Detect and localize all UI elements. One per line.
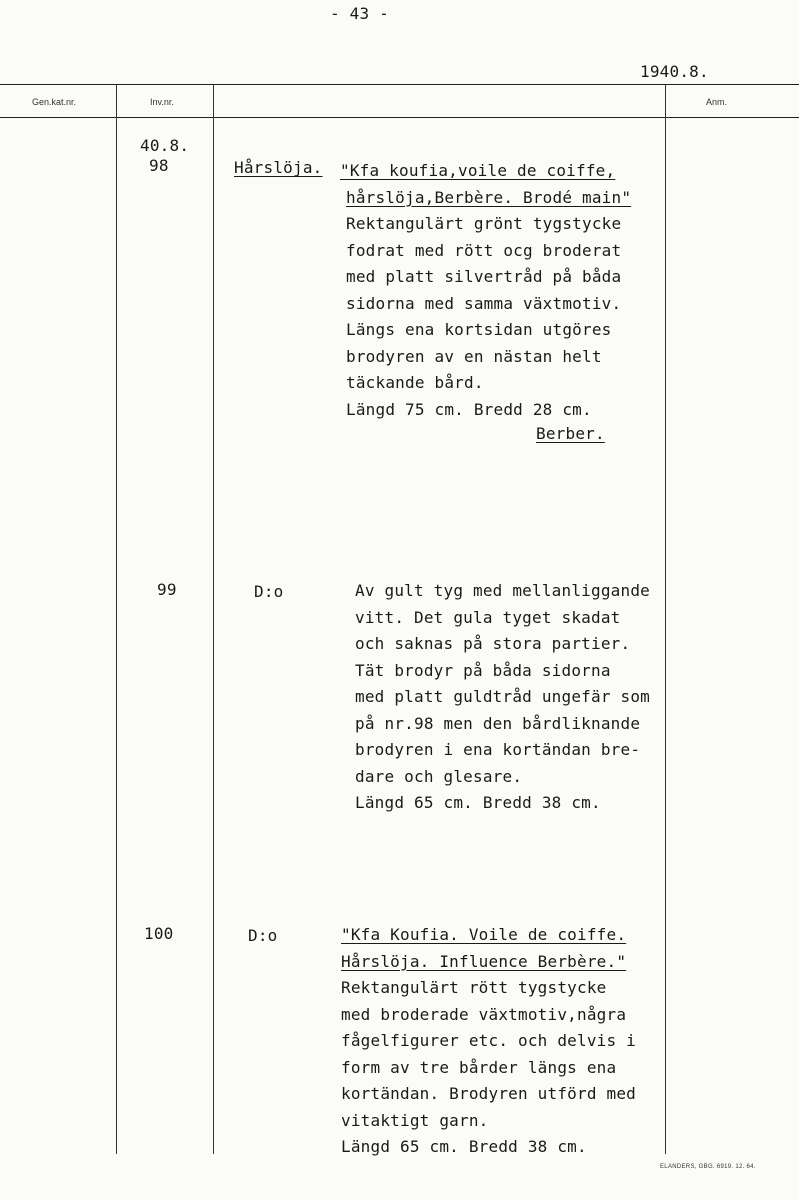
- description-line: kortändan. Brodyren utförd med: [341, 1084, 636, 1103]
- description-line: brodyren av en nästan helt: [346, 346, 602, 366]
- header-bottom-rule: [0, 117, 799, 118]
- description-line: med platt silvertråd på båda: [346, 267, 622, 286]
- column-divider-2: [213, 84, 214, 1154]
- inv-nr: 98: [149, 156, 169, 175]
- entry-title: [340, 158, 631, 211]
- entry-description: [341, 975, 636, 1161]
- col-header-anm: Anm.: [706, 97, 728, 107]
- column-divider-1: [116, 84, 117, 1154]
- col-header-gen-kat-nr: Gen.kat.nr.: [32, 97, 77, 107]
- inv-nr: 99: [157, 580, 177, 599]
- year-label: 1940.8.: [640, 62, 709, 81]
- description-line: dare och glesare.: [355, 766, 523, 786]
- description-line: Rektangulärt rött tygstycke: [341, 978, 607, 997]
- description-line: Längd 75 cm. Bredd 28 cm.: [346, 399, 592, 419]
- col-header-inv-nr: Inv.nr.: [150, 97, 174, 107]
- description-line: på nr.98 men den bårdliknande: [355, 713, 641, 733]
- attribution: Berber.: [536, 424, 605, 443]
- title-line: "Kfa koufia,voile de coiffe,: [340, 161, 616, 180]
- top-rule: [0, 84, 799, 85]
- description-line: fodrat med rött ocg broderat: [346, 240, 622, 260]
- description-line: med platt guldtråd ungefär som: [355, 687, 650, 706]
- entry-description: [355, 578, 650, 817]
- printer-mark: ELANDERS, GBG. 6919. 12. 64.: [660, 1164, 756, 1170]
- object-name: D:o: [254, 582, 284, 601]
- description-line: Tät brodyr på båda sidorna: [355, 660, 611, 680]
- description-line: Längd 65 cm. Bredd 38 cm.: [341, 1137, 587, 1156]
- description-line: och saknas på stora partier.: [355, 634, 631, 653]
- description-line: vitt. Det gula tyget skadat: [355, 607, 621, 627]
- description-line: Rektangulärt grönt tygstycke: [346, 214, 622, 233]
- description-line: brodyren i ena kortändan bre-: [355, 740, 641, 759]
- entry-description: [346, 211, 621, 423]
- description-line: fågelfigurer etc. och delvis i: [341, 1031, 636, 1050]
- description-line: form av tre bårder längs ena: [341, 1057, 617, 1077]
- description-line: Av gult tyg med mellanliggande: [355, 581, 650, 600]
- page-number: - 43 -: [330, 4, 389, 23]
- inv-nr-prefix: 40.8.: [140, 136, 190, 155]
- object-name: D:o: [248, 926, 278, 945]
- column-divider-3: [665, 84, 666, 1154]
- title-line: "Kfa Koufia. Voile de coiffe.: [341, 925, 627, 944]
- title-line: hårslöja,Berbère. Brodé main": [346, 187, 632, 207]
- description-line: vitaktigt garn.: [341, 1110, 489, 1130]
- object-name: Hårslöja.: [234, 158, 323, 177]
- description-line: Längd 65 cm. Bredd 38 cm.: [355, 793, 601, 812]
- description-line: sidorna med samma växtmotiv.: [346, 293, 622, 313]
- title-line: Hårslöja. Influence Berbère.": [341, 951, 627, 971]
- description-line: Längs ena kortsidan utgöres: [346, 320, 612, 339]
- description-line: täckande bård.: [346, 373, 484, 392]
- inv-nr: 100: [144, 924, 174, 943]
- description-line: med broderade växtmotiv,några: [341, 1004, 627, 1024]
- entry-title: [341, 922, 626, 975]
